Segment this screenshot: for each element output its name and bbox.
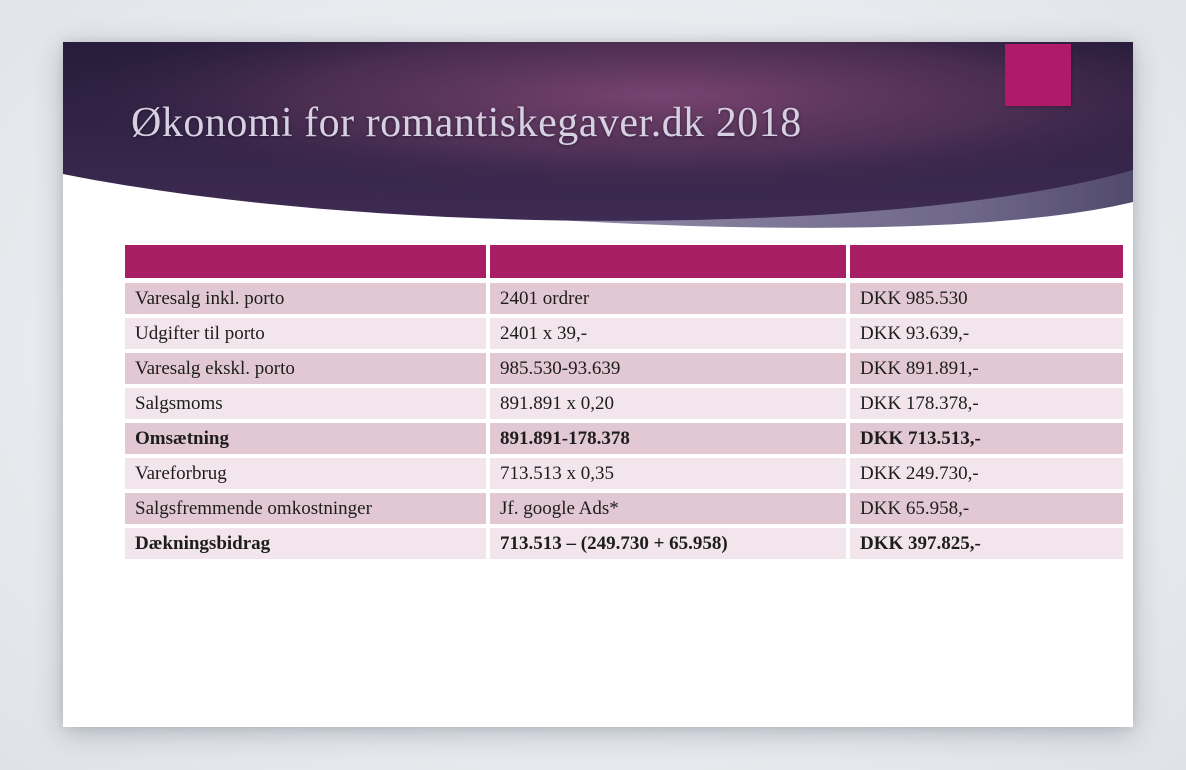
row-label-cell: Dækningsbidrag xyxy=(125,526,488,561)
row-label-cell: Salgsfremmende omkostninger xyxy=(125,491,488,526)
row-amount-cell: DKK 93.639,- xyxy=(848,316,1123,351)
row-calc-cell: 891.891 x 0,20 xyxy=(488,386,848,421)
finance-table-container xyxy=(125,245,1123,563)
row-label-cell: Salgsmoms xyxy=(125,386,488,421)
row-calc-cell: 2401 ordrer xyxy=(488,281,848,317)
row-amount-cell: DKK 249.730,- xyxy=(848,456,1123,491)
accent-square xyxy=(1005,44,1071,106)
row-label-cell: Vareforbrug xyxy=(125,456,488,491)
row-calc-cell: 891.891-178.378 xyxy=(488,421,848,456)
header-curve-graphic xyxy=(63,42,1133,257)
table-header-row xyxy=(125,245,1123,281)
row-amount-cell: DKK 397.825,- xyxy=(848,526,1123,561)
row-calc-cell: 2401 x 39,- xyxy=(488,316,848,351)
table-row xyxy=(125,491,1123,526)
finance-table xyxy=(125,245,1123,563)
slide-title: Økonomi for romantiskegaver.dk 2018 xyxy=(131,100,802,146)
row-calc-cell: 985.530-93.639 xyxy=(488,351,848,386)
row-amount-cell: DKK 713.513,- xyxy=(848,421,1123,456)
table-row xyxy=(125,456,1123,491)
table-header-cell xyxy=(848,245,1123,281)
row-amount-cell: DKK 891.891,- xyxy=(848,351,1123,386)
row-amount-cell: DKK 178.378,- xyxy=(848,386,1123,421)
row-label-cell: Varesalg inkl. porto xyxy=(125,281,488,317)
row-calc-cell: 713.513 – (249.730 + 65.958) xyxy=(488,526,848,561)
row-amount-cell: DKK 65.958,- xyxy=(848,491,1123,526)
row-label-cell: Omsætning xyxy=(125,421,488,456)
table-row xyxy=(125,421,1123,456)
table-row xyxy=(125,316,1123,351)
row-calc-cell: 713.513 x 0,35 xyxy=(488,456,848,491)
table-row xyxy=(125,351,1123,386)
row-label-cell: Udgifter til porto xyxy=(125,316,488,351)
table-row xyxy=(125,526,1123,561)
table-row xyxy=(125,281,1123,317)
slide-header xyxy=(63,42,1133,257)
row-label-cell: Varesalg ekskl. porto xyxy=(125,351,488,386)
slide xyxy=(63,42,1133,727)
table-header-cell xyxy=(488,245,848,281)
table-header-cell xyxy=(125,245,488,281)
row-calc-cell: Jf. google Ads* xyxy=(488,491,848,526)
row-amount-cell: DKK 985.530 xyxy=(848,281,1123,317)
table-row xyxy=(125,386,1123,421)
